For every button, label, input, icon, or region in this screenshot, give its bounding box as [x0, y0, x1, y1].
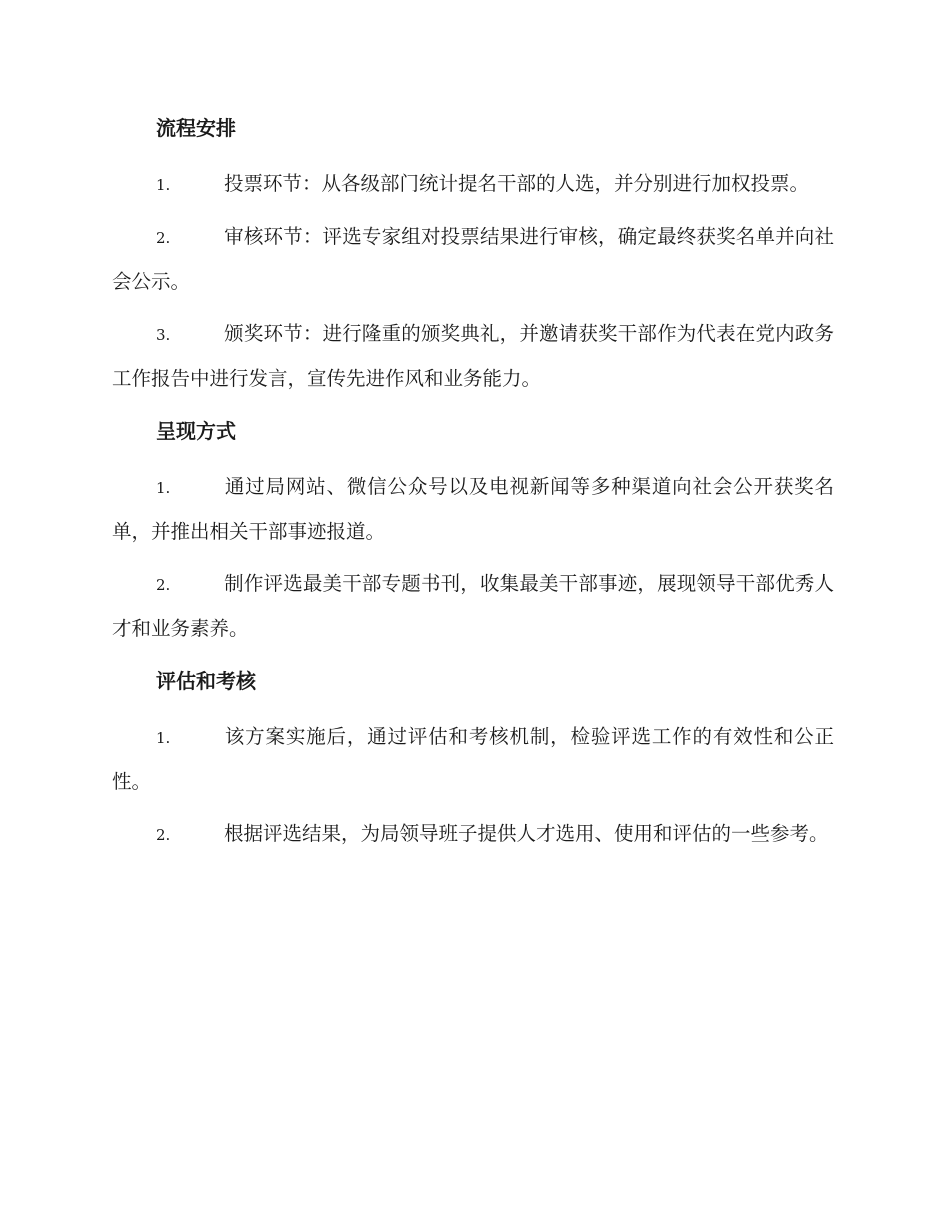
section-heading: 流程安排 [156, 116, 236, 140]
list-item [112, 715, 834, 804]
item-number: 3. [156, 326, 171, 344]
item-number: 2. [156, 229, 171, 247]
section-process [112, 106, 834, 401]
item-number: 1. [156, 176, 171, 194]
list-item [112, 312, 834, 401]
section-presentation [112, 409, 834, 651]
item-text: 制作评选最美干部专题书刊，收集最美干部事迹，展现领导干部优秀人才和业务素养。 [112, 572, 834, 640]
list-item [112, 812, 834, 857]
document-page [112, 106, 834, 865]
item-text: 颁奖环节：进行隆重的颁奖典礼，并邀请获奖干部作为代表在党内政务工作报告中进行发言，宣传先进作风和业务能力。 [112, 322, 834, 390]
item-text: 该方案实施后，通过评估和考核机制，检验评选工作的有效性和公正性。 [112, 725, 834, 793]
list-item [112, 215, 834, 304]
list-item [112, 465, 834, 554]
item-text: 通过局网站、微信公众号以及电视新闻等多种渠道向社会公开获奖名单，并推出相关干部事迹报道。 [112, 475, 834, 543]
item-text: 根据评选结果，为局领导班子提供人才选用、使用和评估的一些参考。 [224, 822, 829, 845]
item-number: 1. [156, 729, 171, 747]
item-number: 2. [156, 576, 171, 594]
item-text: 审核环节：评选专家组对投票结果进行审核，确定最终获奖名单并向社会公示。 [112, 225, 834, 293]
list-item [112, 562, 834, 651]
item-text: 投票环节：从各级部门统计提名干部的人选，并分别进行加权投票。 [224, 172, 810, 195]
section-heading: 呈现方式 [156, 419, 236, 443]
section-evaluation [112, 659, 834, 857]
section-heading: 评估和考核 [156, 669, 256, 693]
list-item [112, 162, 834, 207]
item-number: 1. [156, 479, 171, 497]
item-number: 2. [156, 826, 171, 844]
